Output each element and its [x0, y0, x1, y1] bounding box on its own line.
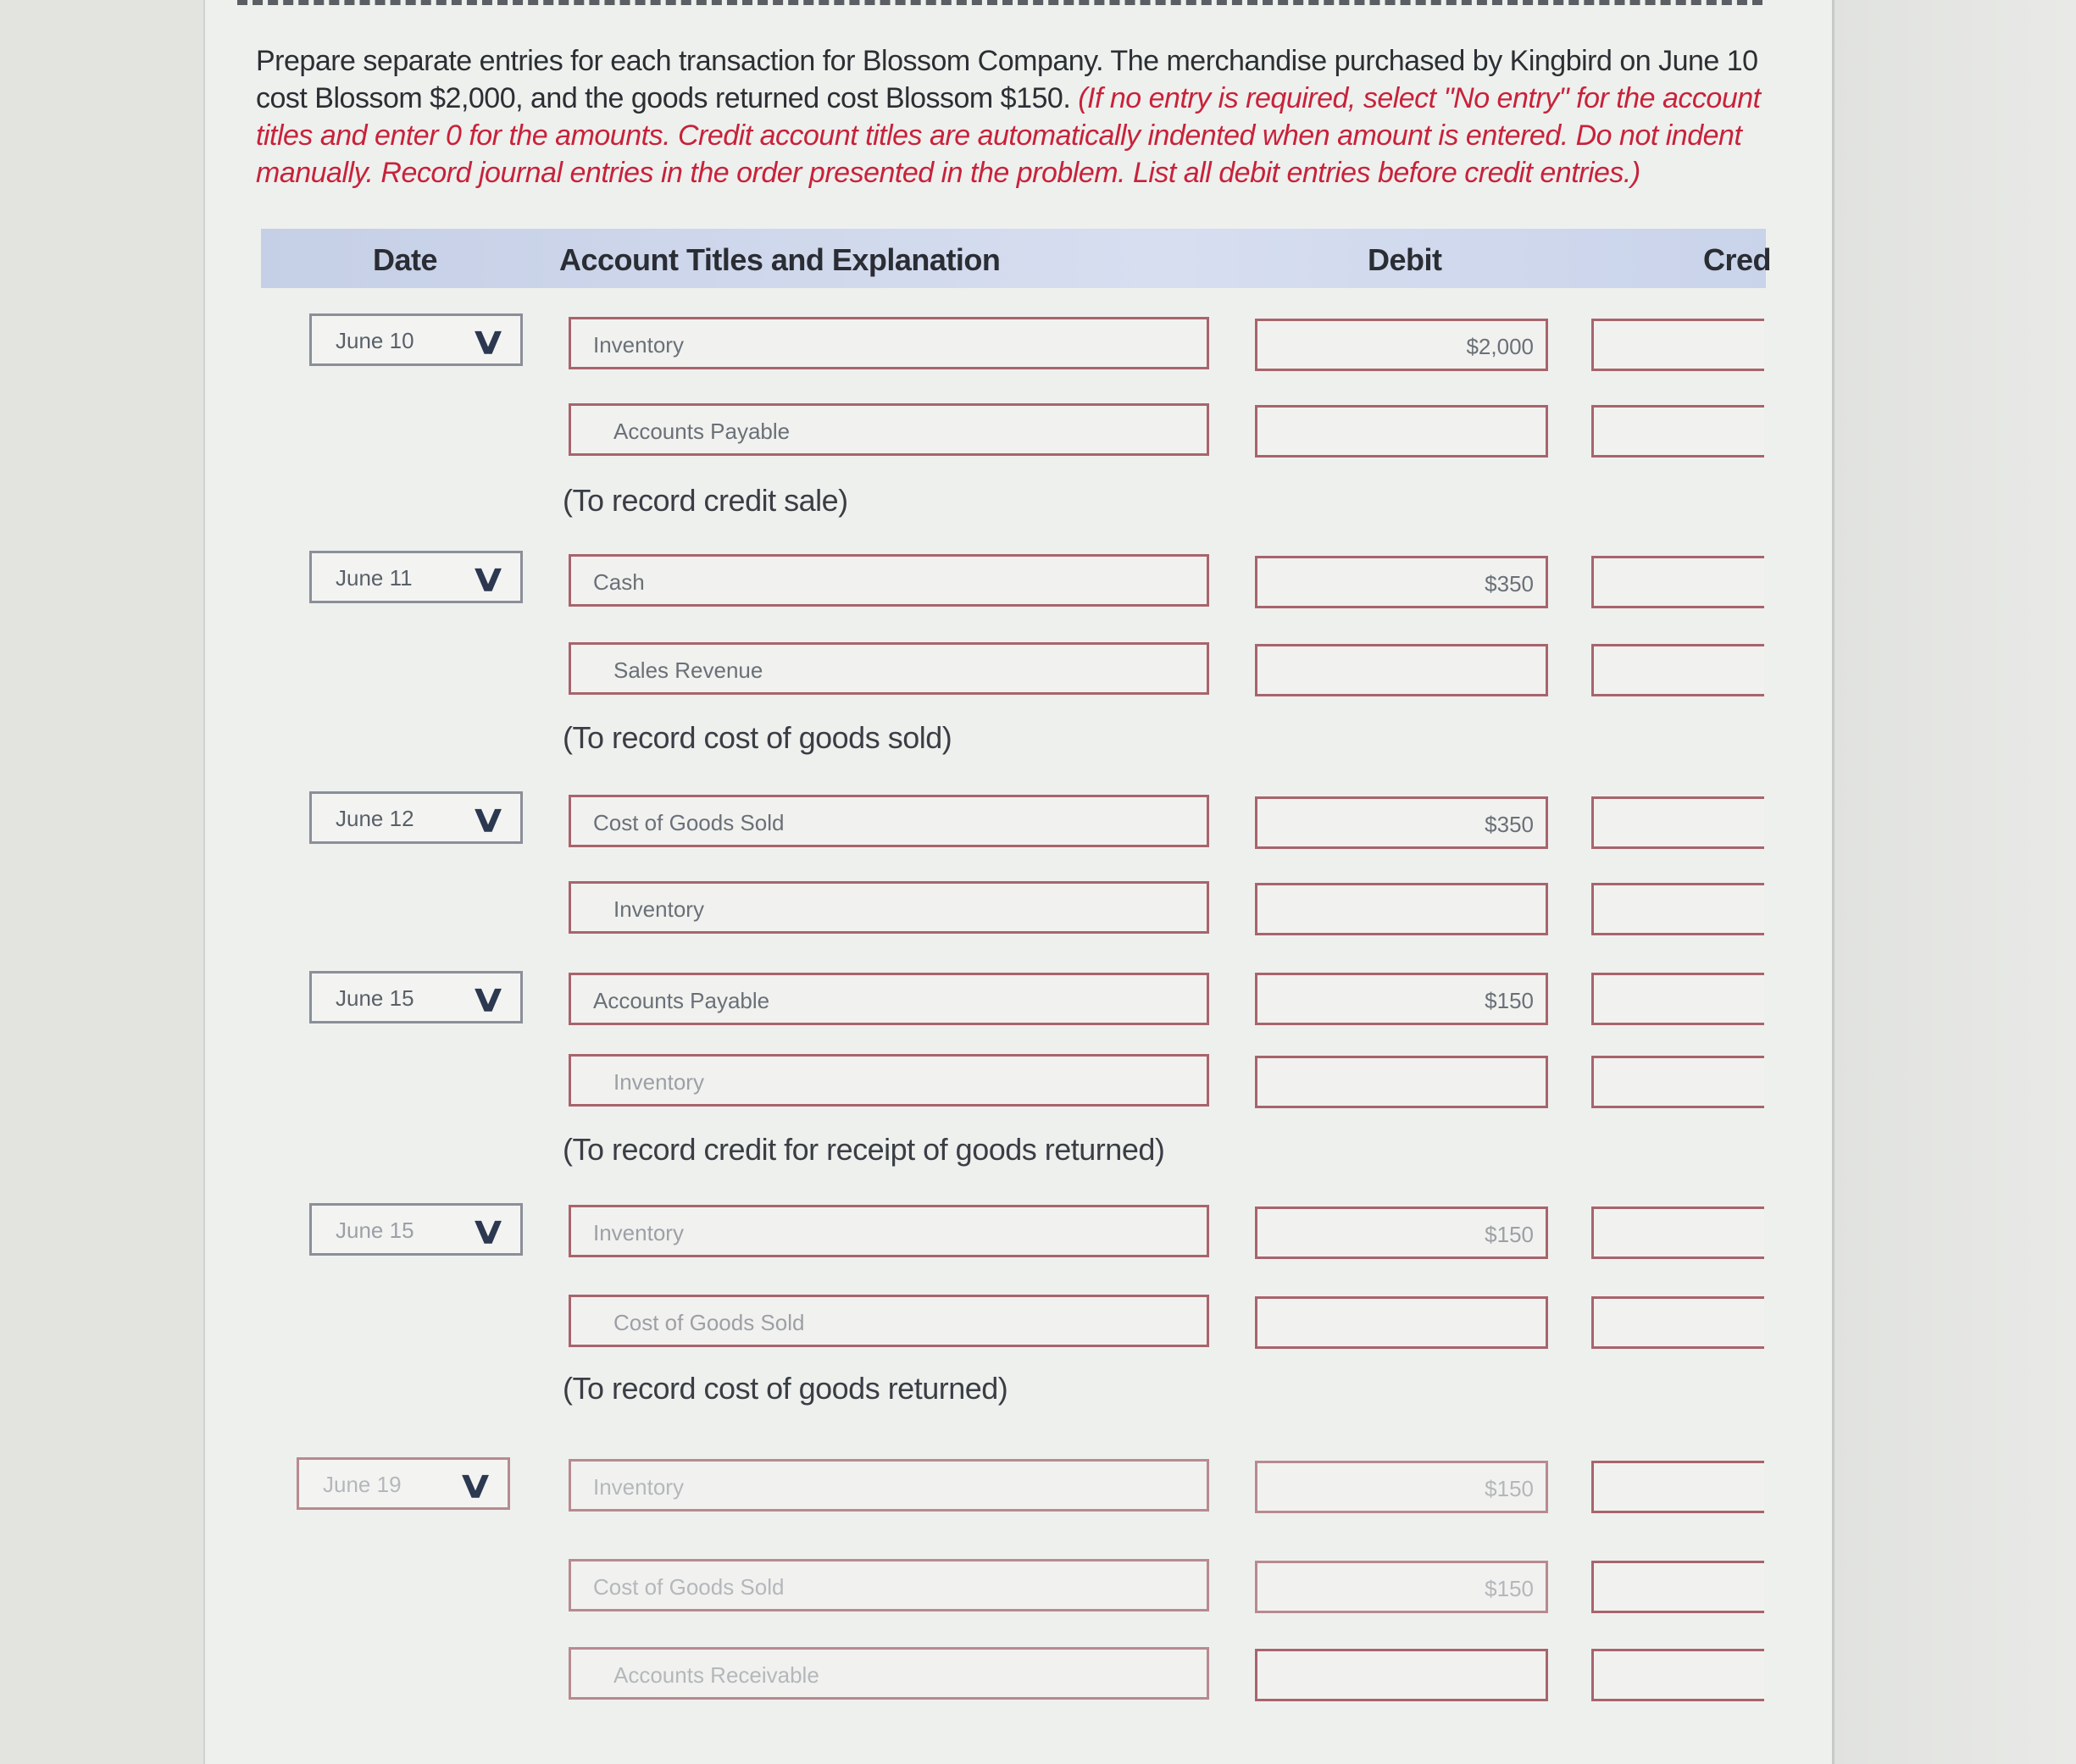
header-date: Date — [373, 242, 438, 277]
account-title-value: Sales Revenue — [613, 657, 763, 683]
date-value: June 11 — [336, 565, 413, 591]
account-title-value: Cost of Goods Sold — [593, 1574, 785, 1600]
debit-value: $350 — [1485, 571, 1534, 596]
account-title-value: Accounts Receivable — [613, 1662, 819, 1688]
date-select[interactable] — [309, 551, 523, 603]
date-value: June 15 — [336, 985, 414, 1011]
instructions-note: (If no entry is required, select "No entry" for the account titles and enter 0 for the amounts. Credit account titles are automatically indented when amount is entered. Do not indent manually. Record journal entries in the order presented in the problem. List all debit entries before credit entries.) — [256, 82, 1761, 189]
account-title-value: Accounts Payable — [593, 988, 770, 1013]
debit-field[interactable] — [1255, 973, 1548, 1025]
account-title-field[interactable] — [569, 1205, 1209, 1257]
date-select[interactable] — [309, 313, 523, 366]
credit-field[interactable] — [1591, 796, 1764, 849]
account-title-field[interactable] — [569, 973, 1209, 1025]
account-title-value: Cash — [593, 569, 645, 595]
credit-field[interactable] — [1591, 1649, 1764, 1701]
entry-explanation: (To record credit for receipt of goods returned) — [563, 1132, 1165, 1167]
credit-field[interactable] — [1591, 1561, 1764, 1613]
account-title-value: Cost of Goods Sold — [613, 1310, 805, 1335]
account-title-field[interactable] — [569, 554, 1209, 607]
debit-field[interactable] — [1255, 319, 1548, 371]
date-value: June 12 — [336, 806, 414, 831]
debit-field[interactable] — [1255, 796, 1548, 849]
debit-value: $150 — [1485, 1222, 1534, 1247]
credit-field[interactable] — [1591, 644, 1764, 696]
debit-field[interactable] — [1255, 883, 1548, 935]
debit-field[interactable] — [1255, 1561, 1548, 1613]
header-debit: Debit — [1368, 242, 1442, 277]
header-account-titles: Account Titles and Explanation — [559, 242, 1001, 277]
debit-field[interactable] — [1255, 1461, 1548, 1513]
account-title-value: Cost of Goods Sold — [593, 810, 785, 835]
date-select[interactable] — [297, 1457, 510, 1510]
chevron-down-icon[interactable]: ∨ — [469, 320, 508, 362]
date-select[interactable] — [309, 1203, 523, 1256]
account-title-field[interactable] — [569, 1647, 1209, 1700]
top-divider — [237, 0, 1762, 5]
debit-field[interactable] — [1255, 1649, 1548, 1701]
account-title-value: Inventory — [593, 1220, 684, 1245]
credit-field[interactable] — [1591, 319, 1764, 371]
account-title-field[interactable] — [569, 795, 1209, 847]
instructions-text: Prepare separate entries for each transaction for Blossom Company. The merchandise purchased by Kingbird on June 10 cost Blossom $2,000, and the goods returned cost Blossom $150. — [256, 45, 1758, 114]
credit-field[interactable] — [1591, 883, 1764, 935]
debit-field[interactable] — [1255, 1207, 1548, 1259]
header-credit: Cred — [1703, 242, 1772, 277]
date-select[interactable] — [309, 791, 523, 844]
debit-field[interactable] — [1255, 405, 1548, 458]
account-title-field[interactable] — [569, 403, 1209, 456]
credit-field[interactable] — [1591, 1296, 1764, 1349]
account-title-field[interactable] — [569, 642, 1209, 695]
account-title-value: Inventory — [593, 1474, 684, 1500]
date-value: June 15 — [336, 1218, 414, 1243]
chevron-down-icon[interactable]: ∨ — [469, 557, 508, 599]
account-title-field[interactable] — [569, 1559, 1209, 1611]
debit-value: $150 — [1485, 1476, 1534, 1501]
entry-explanation: (To record credit sale) — [563, 483, 848, 518]
instructions — [256, 42, 1781, 191]
account-title-field[interactable] — [569, 317, 1209, 369]
table-header — [261, 229, 1766, 288]
credit-field[interactable] — [1591, 973, 1764, 1025]
chevron-down-icon[interactable]: ∨ — [469, 798, 508, 840]
date-value: June 19 — [323, 1472, 402, 1497]
debit-value: $2,000 — [1466, 334, 1534, 359]
debit-value: $350 — [1485, 812, 1534, 837]
chevron-down-icon[interactable]: ∨ — [469, 978, 508, 1019]
credit-field[interactable] — [1591, 405, 1764, 458]
date-value: June 10 — [336, 328, 414, 353]
credit-field[interactable] — [1591, 1207, 1764, 1259]
entry-explanation: (To record cost of goods sold) — [563, 720, 952, 755]
debit-field[interactable] — [1255, 556, 1548, 608]
account-title-field[interactable] — [569, 881, 1209, 934]
account-title-value: Inventory — [613, 1069, 704, 1095]
account-title-value: Inventory — [593, 332, 684, 358]
account-title-field[interactable] — [569, 1295, 1209, 1347]
debit-field[interactable] — [1255, 644, 1548, 696]
screen-background — [1796, 0, 2076, 1764]
account-title-value: Inventory — [613, 896, 704, 922]
chevron-down-icon[interactable]: ∨ — [469, 1210, 508, 1251]
debit-field[interactable] — [1255, 1296, 1548, 1349]
credit-field[interactable] — [1591, 556, 1764, 608]
debit-value: $150 — [1485, 988, 1534, 1013]
account-title-field[interactable] — [569, 1459, 1209, 1512]
debit-field[interactable] — [1255, 1056, 1548, 1108]
debit-value: $150 — [1485, 1576, 1534, 1601]
credit-field[interactable] — [1591, 1056, 1764, 1108]
account-title-value: Accounts Payable — [613, 419, 791, 444]
credit-field[interactable] — [1591, 1461, 1764, 1513]
chevron-down-icon[interactable]: ∨ — [456, 1464, 495, 1506]
date-select[interactable] — [309, 971, 523, 1023]
entry-explanation: (To record cost of goods returned) — [563, 1371, 1008, 1406]
account-title-field[interactable] — [569, 1054, 1209, 1107]
